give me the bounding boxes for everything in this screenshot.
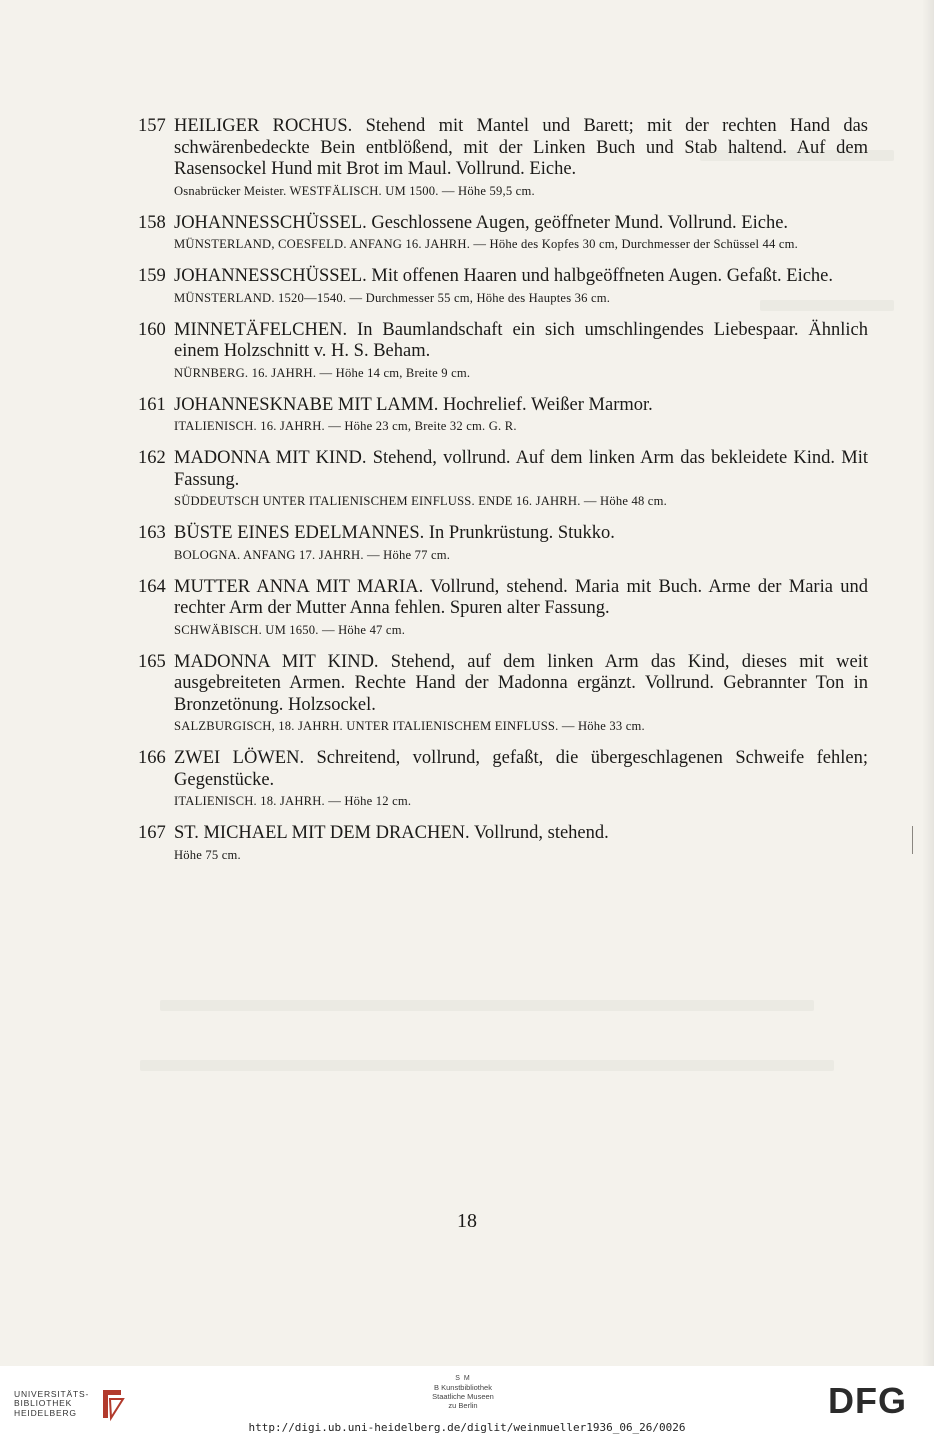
heidelberg-emblem-icon: [97, 1386, 127, 1422]
entry-description: MUTTER ANNA MIT MARIA. Vollrund, stehend. Maria mit Buch. Arme der Maria und rechter Arm der Mutter Anna fehlen. Spuren alter Fassung.: [174, 576, 868, 618]
entry-provenance: Höhe 75 cm.: [174, 847, 241, 862]
catalog-entries: [138, 116, 868, 877]
entry-description: BÜSTE EINES EDELMANNES. In Prunkrüstung. Stukko.: [174, 523, 615, 543]
entry-number: 161: [138, 394, 166, 415]
catalog-entry: [138, 823, 868, 864]
entry-number: 157: [138, 116, 166, 136]
permalink-url[interactable]: http://digi.ub.uni-heidelberg.de/diglit/weinmueller1936_06_26/0026: [248, 1421, 686, 1434]
catalog-entry: [138, 748, 868, 810]
catalog-entry: [138, 266, 868, 307]
university-library-logo[interactable]: [14, 1386, 127, 1422]
entry-provenance: SALZBURGISCH, 18. JAHRH. UNTER ITALIENISCHEM EINFLUSS. — Höhe 33 cm.: [174, 719, 645, 733]
entry-number: 163: [138, 523, 166, 543]
page-edge-shadow: [922, 0, 934, 1366]
entry-provenance: SÜDDEUTSCH UNTER ITALIENISCHEM EINFLUSS. ENDE 16. JAHRH. — Höhe 48 cm.: [174, 494, 667, 508]
catalog-entry: [138, 116, 868, 200]
page-number: 18: [457, 1210, 477, 1232]
entry-number: 160: [138, 319, 166, 340]
entry-provenance: SCHWÄBISCH. UM 1650. — Höhe 47 cm.: [174, 622, 406, 637]
entry-number: 166: [138, 748, 166, 768]
university-line: BIBLIOTHEK: [14, 1398, 73, 1409]
kunstbibliothek-line: Staatliche Museen: [432, 1392, 494, 1401]
entry-provenance: BOLOGNA. ANFANG 17. JAHRH. — Höhe 77 cm.: [174, 547, 451, 562]
catalog-entry: [138, 652, 868, 736]
catalog-entry: [138, 448, 868, 510]
entry-provenance: MÜNSTERLAND. 1520—1540. — Durchmesser 55 cm, Höhe des Hauptes 36 cm.: [174, 290, 611, 305]
catalog-entry: [138, 320, 868, 382]
kunstbibliothek-line: zu Berlin: [448, 1401, 478, 1410]
entry-description: ZWEI LÖWEN. Schreitend, vollrund, gefaßt, die übergeschlagenen Schweife fehlen; Gegenstücke.: [174, 748, 868, 790]
kunstbibliothek-logo[interactable]: [398, 1374, 528, 1410]
university-line: HEIDELBERG: [14, 1407, 77, 1418]
bleed-through-mark: [140, 1060, 834, 1071]
entry-provenance: Osnabrücker Meister. WESTFÄLISCH. UM 1500. — Höhe 59,5 cm.: [174, 183, 535, 198]
entry-provenance: ITALIENISCH. 18. JAHRH. — Höhe 12 cm.: [174, 794, 412, 808]
entry-description: JOHANNESSCHÜSSEL. Geschlossene Augen, geöffneter Mund. Vollrund. Eiche.: [174, 212, 789, 233]
entry-number: 167: [138, 823, 166, 843]
entry-provenance: MÜNSTERLAND, COESFELD. ANFANG 16. JAHRH. — Höhe des Kopfes 30 cm, Durchmesser der Schüssel 44 cm.: [174, 237, 798, 251]
entry-number: 159: [138, 266, 166, 286]
entry-provenance: NÜRNBERG. 16. JAHRH. — Höhe 14 cm, Breite 9 cm.: [174, 365, 471, 380]
kunstbibliothek-line: B Kunstbibliothek: [434, 1383, 492, 1392]
entry-number: 162: [138, 448, 166, 468]
entry-number: 164: [138, 576, 166, 597]
bleed-through-mark: [160, 1000, 814, 1011]
entry-description: HEILIGER ROCHUS. Stehend mit Mantel und Barett; mit der rechten Hand das schwärenbedeckte Bein entblößend, mit der Linken Buch und Stab haltend. Auf dem Rasensockel Hund mit Brot im Maul. Vollrund. Eiche.: [174, 116, 868, 179]
catalog-entry: [138, 395, 868, 436]
entry-description: JOHANNESKNABE MIT LAMM. Hochrelief. Weißer Marmor.: [174, 394, 653, 415]
dfg-logo[interactable]: DFG: [828, 1380, 907, 1421]
entry-number: 165: [138, 651, 166, 672]
entry-description: JOHANNESSCHÜSSEL. Mit offenen Haaren und halbgeöffneten Augen. Gefaßt. Eiche.: [174, 266, 834, 286]
entry-description: ST. MICHAEL MIT DEM DRACHEN. Vollrund, stehend.: [174, 823, 609, 843]
sm-mark: S M: [455, 1375, 471, 1382]
entry-description: MADONNA MIT KIND. Stehend, auf dem linken Arm das Kind, dieses mit weit ausgebreiteten Armen. Rechte Hand der Madonna ergänzt. Vollrund. Gebrannter Ton in Bronzetönung. Holzsockel.: [174, 651, 868, 715]
entry-provenance: ITALIENISCH. 16. JAHRH. — Höhe 23 cm, Breite 32 cm. G. R.: [174, 419, 517, 433]
entry-description: MINNETÄFELCHEN. In Baumlandschaft ein sich umschlingendes Liebespaar. Ähnlich einem Holzschnitt v. H. S. Beham.: [174, 319, 868, 361]
entry-number: 158: [138, 212, 166, 233]
viewer-footer: [0, 1366, 934, 1437]
university-line: UNIVERSITÄTS-: [14, 1388, 90, 1399]
catalog-entry: [138, 523, 868, 564]
entry-description: MADONNA MIT KIND. Stehend, vollrund. Auf dem linken Arm das bekleidete Kind. Mit Fassung.: [174, 448, 868, 490]
margin-mark: [912, 826, 913, 854]
catalog-entry: [138, 577, 868, 639]
catalog-entry: [138, 213, 868, 254]
